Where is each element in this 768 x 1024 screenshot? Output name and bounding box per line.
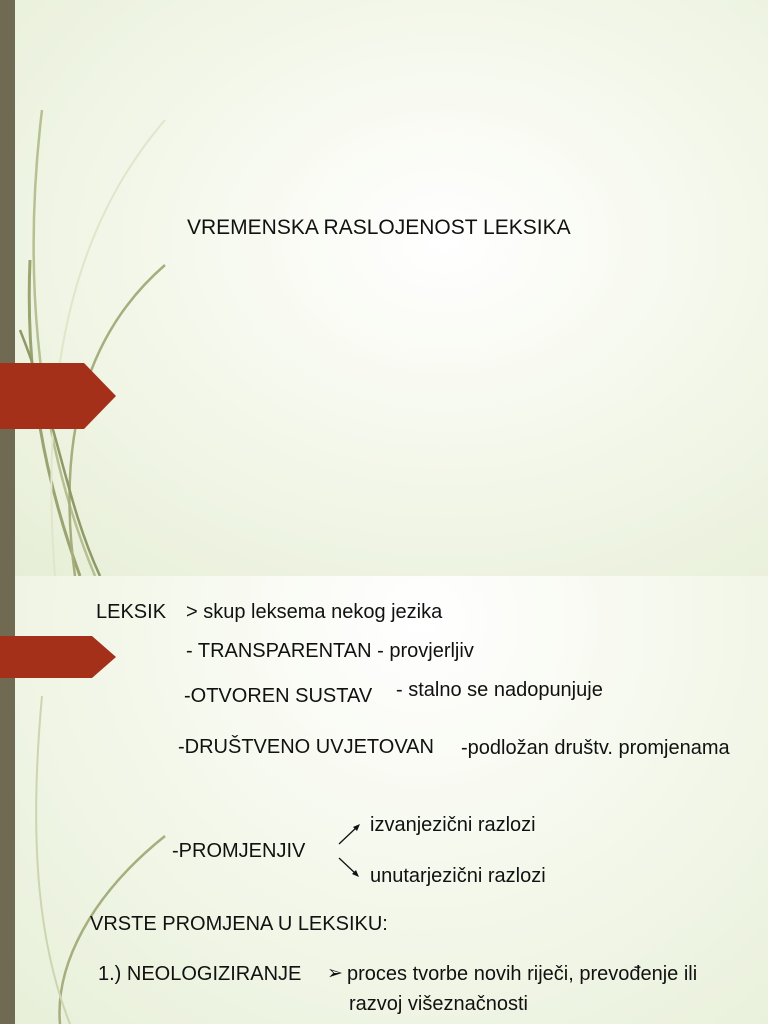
neologiziranje-label: 1.) NEOLOGIZIRANJE bbox=[98, 963, 302, 985]
branch-arrows-icon bbox=[336, 820, 366, 882]
slide-title: VREMENSKA RASLOJENOST LEKSIKA bbox=[187, 216, 571, 239]
leksik-label: LEKSIK bbox=[96, 601, 167, 623]
transparentan-line: - TRANSPARENTAN - provjerljiv bbox=[186, 640, 474, 662]
left-sidebar-bar bbox=[0, 0, 15, 576]
otvoren-sustav-definition: - stalno se nadopunjuje bbox=[396, 679, 603, 701]
red-arrow-tab bbox=[0, 363, 116, 429]
neologiziranje-definition-line2: razvoj višeznačnosti bbox=[349, 993, 528, 1015]
vrste-promjena-heading: VRSTE PROMJENA U LEKSIKU: bbox=[90, 913, 388, 935]
red-arrow-tab bbox=[0, 636, 116, 678]
neologiziranje-definition-line1: proces tvorbe novih riječi, prevođenje ili bbox=[347, 963, 698, 985]
unutarjezicni-razlozi: unutarjezični razlozi bbox=[370, 865, 546, 887]
leksik-definition: > skup leksema nekog jezika bbox=[186, 601, 443, 623]
promjenjiv-label: -PROMJENJIV bbox=[172, 840, 306, 862]
drustveno-uvjetovan-definition: -podložan društv. promjenama bbox=[461, 737, 730, 759]
arrow-bullet-icon: ➢ bbox=[327, 963, 343, 984]
izvanjezicni-razlozi: izvanjezični razlozi bbox=[370, 814, 536, 836]
drustveno-uvjetovan-label: -DRUŠTVENO UVJETOVAN bbox=[178, 736, 434, 758]
otvoren-sustav-label: -OTVOREN SUSTAV bbox=[184, 685, 373, 707]
content-slide bbox=[0, 576, 768, 1024]
decorative-curves bbox=[0, 0, 200, 576]
